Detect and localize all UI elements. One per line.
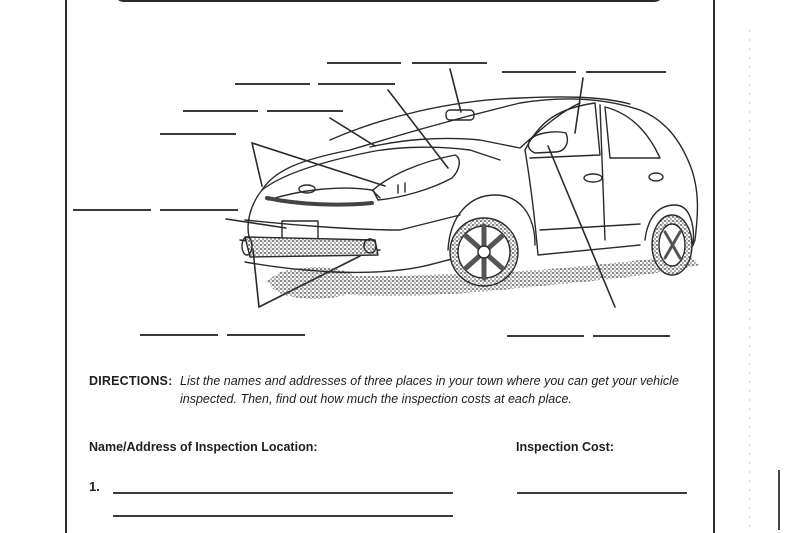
row-number: 1. xyxy=(89,479,100,494)
scan-edge-mark xyxy=(778,470,780,530)
location-line-2[interactable] xyxy=(113,515,453,517)
location-column-header: Name/Address of Inspection Location: xyxy=(89,440,318,454)
directions-text: List the names and addresses of three places in your town where you can get your vehicle inspected. Then, find out how much the inspection costs at each place. xyxy=(180,374,679,406)
location-line-1[interactable] xyxy=(113,492,453,494)
directions-label: DIRECTIONS: xyxy=(89,374,173,388)
cost-column-header: Inspection Cost: xyxy=(516,440,614,454)
cost-line[interactable] xyxy=(517,492,687,494)
